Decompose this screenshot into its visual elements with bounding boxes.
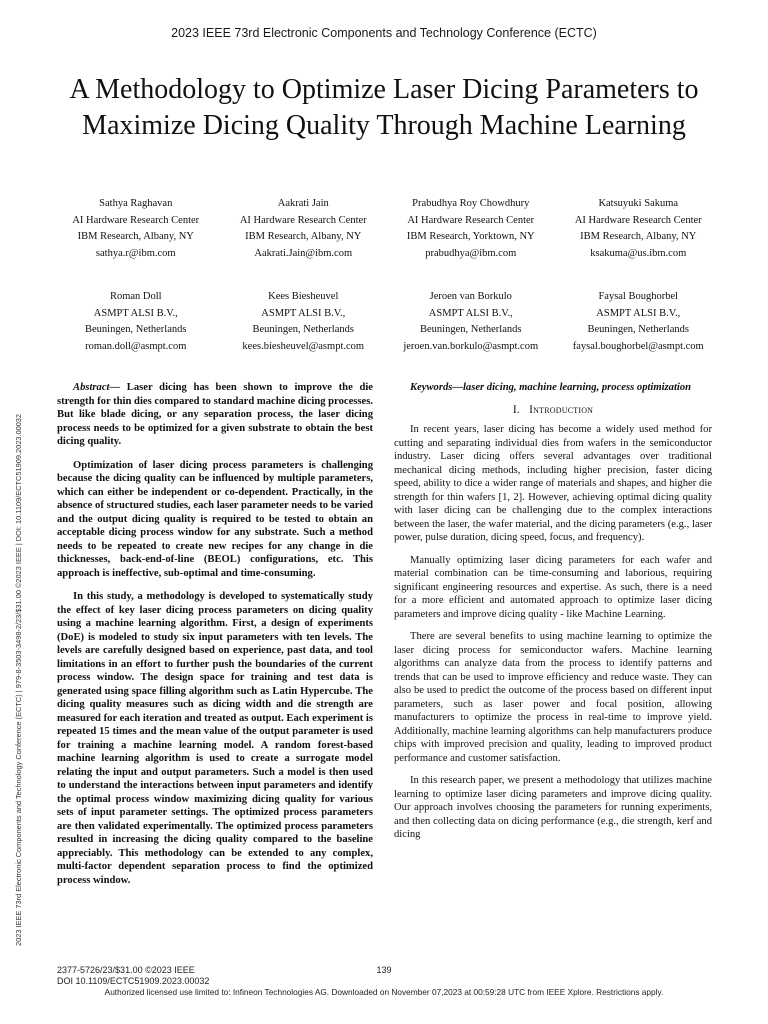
authorized-use-notice: Authorized licensed use limited to: Infineon Technologies AG. Downloaded on November 07,2023 at 00:59:28 UTC from IEEE Xplore. Restrictions apply.	[104, 987, 664, 997]
intro-paragraph-2: Manually optimizing laser dicing parameters for each wafer and material combination can be time-consuming and laborious, requiring significant engineering resources and expertise. As such, there is a need for a more efficient and automated approach to optimize laser dicing parameters and improve dicing quality - like Machine Learning.	[394, 554, 712, 620]
author-org: AI Hardware Research Center	[239, 214, 367, 226]
author-email[interactable]: Aakrati.Jain@ibm.com	[254, 247, 353, 259]
author-org: ASMPT ALSI B.V.,	[428, 307, 513, 319]
author-name: Faysal Boughorbel	[598, 291, 679, 302]
author-row-1	[52, 196, 722, 262]
author-email[interactable]: kees.biesheuvel@asmpt.com	[242, 340, 365, 352]
author-location: IBM Research, Yorktown, NY	[406, 231, 535, 242]
author-location: Beuningen, Netherlands	[252, 324, 354, 335]
author-location: Beuningen, Netherlands	[587, 324, 689, 335]
author-org: AI Hardware Research Center	[574, 214, 702, 226]
right-column	[394, 381, 712, 851]
section-numeral: I.	[512, 403, 520, 416]
intro-paragraph-1: In recent years, laser dicing has become a widely used method for cutting and separating individual dies from wafers in the semiconductor industry. Laser dicing offers several advantages over traditional mechanical dicing methods, including higher precision, faster dicing speed, ability to dice a wider range of materials and shapes, and higher die strength for thin wafers [1, 2]. However, achieving optimal dicing quality with laser dicing can be challenging due to the complex interactions between the laser, the wafer material, and the dicing parameters (e.g., laser power, pulse duration, dicing speed, focus, and frequency).	[394, 424, 712, 543]
section-heading-introduction	[394, 404, 712, 418]
author-block	[220, 289, 388, 355]
author-email[interactable]: sathya.r@ibm.com	[95, 247, 176, 259]
author-name: Kees Biesheuvel	[268, 291, 339, 302]
author-name: Sathya Raghavan	[99, 198, 173, 209]
author-name: Prabudhya Roy Chowdhury	[412, 198, 530, 209]
conference-header: 2023 IEEE 73rd Electronic Components and Technology Conference (ECTC)	[171, 26, 597, 40]
author-location: IBM Research, Albany, NY	[580, 231, 697, 242]
intro-paragraph-4: In this research paper, we present a methodology that utilizes machine learning to optimize laser dicing parameters and improve dicing quality. Our approach involves choosing the parameters for running experiments, and then collecting data on dicing performance (e.g., die strength, kerf and dicing	[394, 775, 712, 840]
keywords: Keywords—laser dicing, machine learning, process optimization	[410, 382, 692, 393]
author-location: IBM Research, Albany, NY	[245, 231, 362, 242]
author-row-2	[52, 289, 722, 355]
author-location: IBM Research, Albany, NY	[77, 231, 194, 242]
author-org: AI Hardware Research Center	[72, 214, 200, 226]
author-location: Beuningen, Netherlands	[85, 324, 187, 335]
author-name: Jeroen van Borkulo	[429, 291, 512, 302]
author-block	[387, 196, 555, 262]
author-org: ASMPT ALSI B.V.,	[93, 307, 178, 319]
author-name: Aakrati Jain	[277, 198, 329, 209]
left-column	[57, 381, 373, 897]
author-email[interactable]: ksakuma@us.ibm.com	[590, 247, 687, 259]
author-block	[555, 289, 723, 355]
author-org: ASMPT ALSI B.V.,	[596, 307, 681, 319]
abstract-paragraph-1	[57, 381, 373, 449]
author-location: Beuningen, Netherlands	[420, 324, 522, 335]
author-block	[220, 196, 388, 262]
author-name: Katsuyuki Sakuma	[598, 198, 679, 209]
author-email[interactable]: faysal.boughorbel@asmpt.com	[572, 340, 704, 352]
author-org: ASMPT ALSI B.V.,	[261, 307, 346, 319]
author-block	[52, 196, 220, 262]
author-name: Roman Doll	[109, 291, 162, 302]
abstract-label: Abstract—	[73, 382, 121, 393]
footer-doi: DOI 10.1109/ECTC51909.2023.00032	[57, 976, 210, 986]
author-email[interactable]: prabudhya@ibm.com	[425, 247, 517, 259]
abstract-paragraph-2: Optimization of laser dicing process parameters is challenging because the dicing quality can be influenced by multiple parameters, which can either be independent or co-dependent. Practically, in the absence of structured studies, each laser parameter needs to be varied and the output dicing quality is required to be tested to obtain an acceptable dicing process window for any substrate. Such a method needs to be repeated to create new recipes for any change in die thicknesses, back-end-of-line (BEOL) configurations, etc. This approach is ineffective, sub-optimal and time-consuming.	[57, 459, 373, 579]
section-title: Introduction	[529, 403, 594, 416]
footer-issn: 2377-5726/23/$31.00 ©2023 IEEE	[57, 965, 195, 975]
abstract-paragraph-3: In this study, a methodology is developed to systematically study the effect of key laser dicing process parameters on dicing quality using a machine learning algorithm. First, a design of experiments (DoE) is modeled to study six input parameters with ten levels. The levels are carefully designed based on experience, past data, and tool limitations in an effort to further push the boundaries of the current process window. The design space for training and test data is generated using space filling algorithm such as Latin Hypercube. The dicing quality measures such as dicing width and die strength are measured for each iteration and treated as output. Each experiment is repeated 15 times and the mean value of the output parameter is used for training a machine learning model. A random forest-based machine learning algorithm is used to create a surrogate model relating the input and output parameters. Such a model is then used to understand the interactions between input parameters and identify the optimal process window maximizing dicing quality for various sets of input parameter settings. The optimized process parameters are then validated experimentally. The optimized process parameters resulted in increasing the dicing quality compared to the baseline appreciably. This methodology can be extended to any complex, multi-factor dependent separation process to find the optimized process window.	[57, 591, 373, 886]
author-email[interactable]: roman.doll@asmpt.com	[85, 340, 187, 352]
author-block	[555, 196, 723, 262]
side-doi-stamp: 2023 IEEE 73rd Electronic Components and Technology Conference (ECTC) | 979-8-3503-3498-2/23/$31.00 ©2023 IEEE | DOI: 10.1109/ECTC51909.2023.00032	[14, 413, 23, 946]
author-org: AI Hardware Research Center	[407, 214, 535, 226]
author-block	[52, 289, 220, 355]
abstract-text: Laser dicing has been shown to improve the die strength for thin dies compared to standard machine dicing processes. But like blade dicing, or any separation process, the laser dicing process needs to be optimized for a given substrate to obtain the best dicing quality.	[57, 382, 374, 447]
intro-paragraph-3: There are several benefits to using machine learning to optimize the laser dicing process for semiconductor wafers. Machine learning algorithms can analyze data from the process to identify patterns and trends that can be used to improve efficiency and reduce waste. They can also be used to predict the outcome of the process based on different input parameters, such as laser power and focal position, allowing manufacturers to optimize the process in real-time to improve yield. Additionally, machine learning algorithms can help manufacturers produce chips with improved precision and quality, leading to improved product performance and customer satisfaction.	[394, 631, 712, 764]
author-email[interactable]: jeroen.van.borkulo@asmpt.com	[403, 340, 539, 352]
page-number: 139	[376, 965, 392, 975]
paper-title: A Methodology to Optimize Laser Dicing Parameters to Maximize Dicing Quality Through Machine Learning	[69, 74, 699, 141]
author-block	[387, 289, 555, 355]
